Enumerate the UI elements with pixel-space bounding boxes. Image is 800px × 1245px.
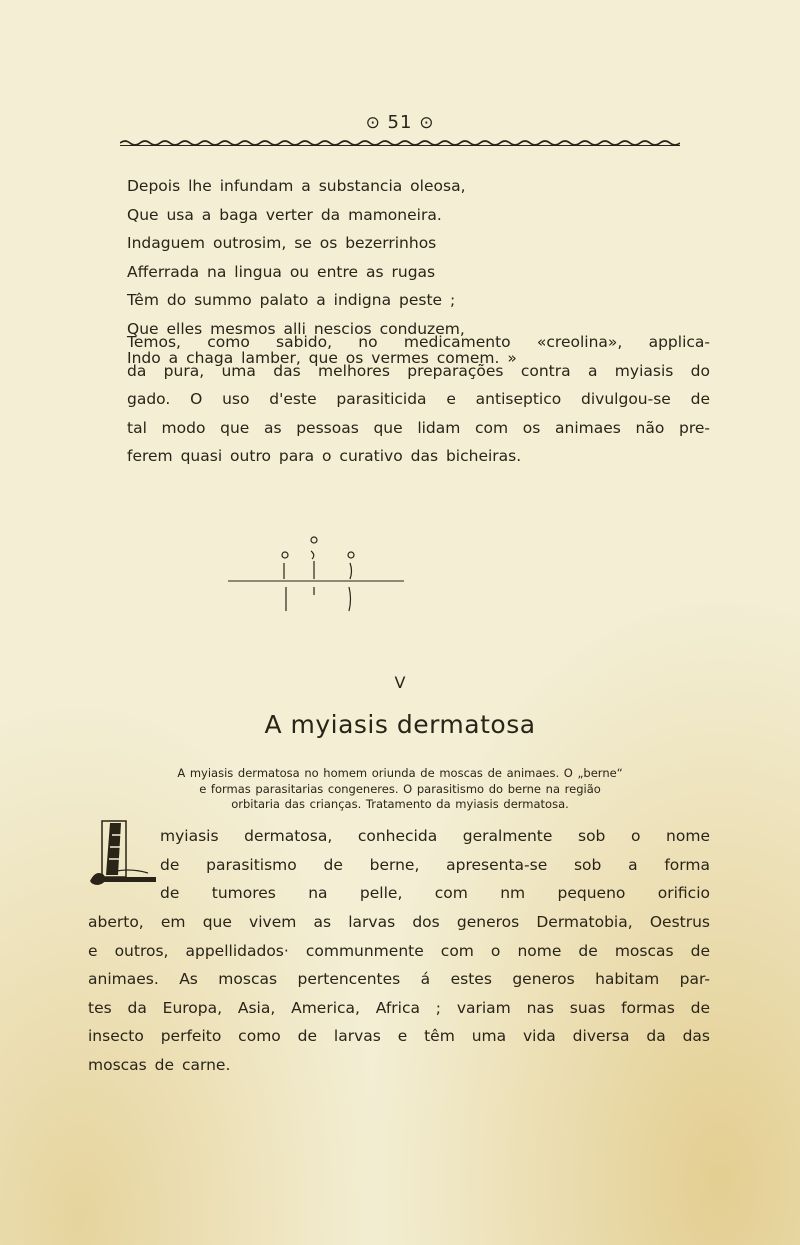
- poem-line: Depois lhe infundam a substancia oleosa,: [127, 177, 466, 195]
- text-line: e outros, appellidados· communmente com o nome de moscas de: [88, 941, 710, 960]
- floral-ornament-icon: [228, 535, 404, 617]
- text-line: moscas de carne.: [88, 1055, 231, 1074]
- text-line: animaes. As moscas pertencentes á estes generos habitam par-: [88, 970, 710, 989]
- poem-line: Indaguem outrosim, se os bezerrinhos: [127, 234, 437, 253]
- text-line: tal modo que as pessoas que lidam com os animaes não pre-: [127, 418, 710, 437]
- text-line: da pura, uma das melhores preparações contra a myiasis do: [127, 361, 710, 380]
- wavy-rule-divider: [120, 138, 680, 148]
- poem-line: Afferrada na lingua ou entre as rugas: [127, 262, 436, 281]
- poem-line: Têm do summo palato a indigna peste ;: [127, 291, 456, 310]
- left-ornament-mark: ⊙: [365, 113, 381, 133]
- summary-line: orbitaria das crianças. Tratamento da myiasis dermatosa.: [231, 797, 569, 811]
- chapter-number: V: [394, 673, 406, 692]
- text-line: de tumores na pelle, com nm pequeno orificio: [160, 884, 710, 903]
- text-line: tes da Europa, Asia, America, Africa ; variam nas suas formas de: [88, 998, 710, 1017]
- text-line: myiasis dermatosa, conhecida geralmente sob o nome: [160, 827, 710, 845]
- text-line: de parasitismo de berne, apresenta-se sob a forma: [160, 855, 710, 874]
- summary-line: A myiasis dermatosa no homem oriunda de moscas de animaes. O „berne“: [177, 766, 623, 780]
- poem-line: Que usa a baga verter da mamoneira.: [127, 205, 442, 224]
- body-paragraph: [88, 908, 710, 1080]
- page-header: [0, 112, 800, 133]
- drop-cap-letter-a-icon: [88, 815, 156, 887]
- chapter-summary: [80, 766, 720, 813]
- text-line: gado. O uso d'este parasiticida e antiseptico divulgou-se de: [127, 390, 710, 409]
- summary-line: e formas parasitarias congeneres. O parasitismo do berne na região: [199, 781, 601, 796]
- text-line: aberto, em que vivem as larvas dos generos Dermatobia, Oestrus: [88, 913, 710, 931]
- right-ornament-mark: ⊙: [419, 113, 435, 133]
- text-line: Temos, como sabido, no medicamento «creolina», applica-: [127, 333, 710, 351]
- paragraph-creolina: [88, 328, 710, 471]
- poem-line: Que elles mesmos alli nescios conduzem,: [127, 319, 465, 338]
- chapter-title: A myiasis dermatosa: [264, 710, 536, 739]
- text-line: insecto perfeito como de larvas e têm uma vida diversa da das: [88, 1027, 710, 1046]
- poem-line: Indo a chaga lamber, que os vermes comem. »: [127, 348, 517, 367]
- page-number: 51: [387, 112, 413, 133]
- text-line: ferem quasi outro para o curativo das bicheiras.: [127, 447, 522, 466]
- body-paragraph-indented: [160, 822, 710, 908]
